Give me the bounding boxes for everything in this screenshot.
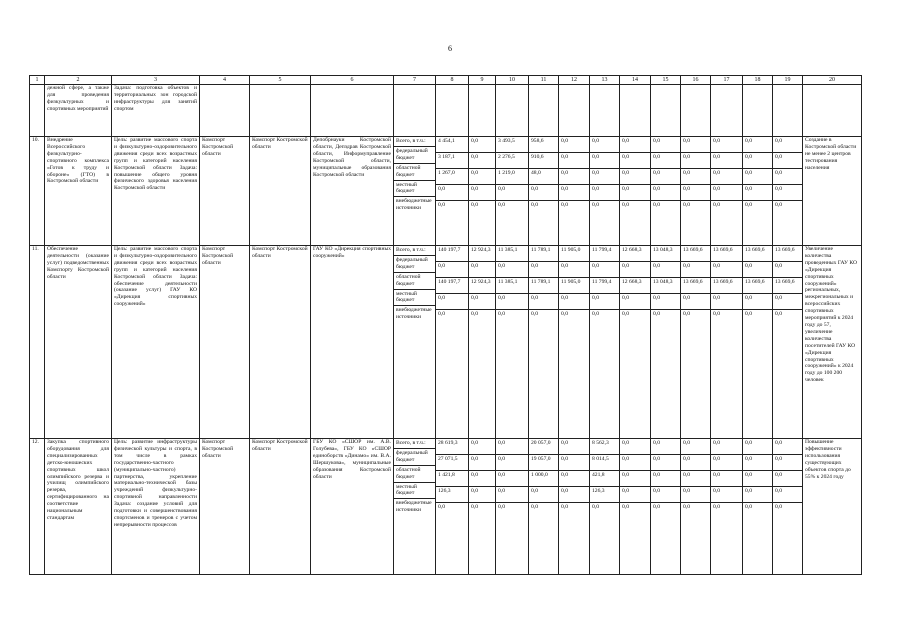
- funding-value-column: [743, 137, 773, 246]
- funding-value: 0,0: [713, 202, 720, 208]
- funding-value-column: [529, 439, 559, 575]
- funding-value: 421,8: [590, 471, 619, 487]
- funding-value: 0,0: [561, 311, 568, 317]
- funding-value-column: [711, 137, 743, 246]
- funding-value: 0,0: [496, 455, 528, 471]
- funding-value-column: [590, 246, 620, 439]
- recipients-cell: ГАУ КО «Дирекция спортивных сооружений»: [311, 246, 394, 439]
- executor-cell: Комспорт Костромской области: [250, 246, 311, 439]
- funding-value: 12 668,3: [620, 246, 650, 262]
- funding-value: 0,0: [681, 471, 710, 487]
- funding-value: 0,0: [438, 202, 445, 208]
- funding-value: 0,0: [743, 262, 772, 278]
- column-number-19: 19: [773, 76, 803, 85]
- funding-value: 1 267,0: [436, 169, 468, 185]
- funding-value: 0,0: [773, 153, 802, 169]
- expected-result-cell: Создание в Костромской области не менее 2 центров тестирования населения: [803, 137, 862, 246]
- funding-value: 0,0: [529, 185, 558, 201]
- funding-value: 0,0: [592, 504, 599, 510]
- funding-source-label: внебюджетные источники: [396, 500, 432, 514]
- funding-value: 0,0: [620, 153, 650, 169]
- funding-value: 0,0: [561, 202, 568, 208]
- funding-value-column: [651, 439, 681, 575]
- column-number-11: 11: [529, 76, 559, 85]
- funding-sources-cell: [394, 246, 436, 439]
- funding-value: 0,0: [743, 455, 772, 471]
- funding-value-column: [773, 246, 803, 439]
- funding-value: 0,0: [559, 262, 589, 278]
- funding-source-label: областной бюджет: [394, 273, 435, 290]
- funding-value: 0,0: [773, 487, 802, 503]
- funding-value: 0,0: [651, 153, 680, 169]
- funding-value: 11 799,4: [590, 246, 619, 262]
- funding-value: 0,0: [681, 262, 710, 278]
- funding-value: 0,0: [651, 455, 680, 471]
- column-number-15: 15: [651, 76, 681, 85]
- funding-source-label: Всего, в т.ч.:: [394, 246, 435, 256]
- funding-value: 19 057,0: [529, 455, 558, 471]
- funding-value: 0,0: [559, 137, 589, 153]
- funding-value: 0,0: [681, 137, 710, 153]
- funding-value-column: [590, 137, 620, 246]
- funding-source-label: областной бюджет: [394, 164, 435, 181]
- funding-value-column: [469, 246, 496, 439]
- funding-value: 0,0: [651, 439, 680, 455]
- funding-value: 0,0: [620, 185, 650, 201]
- funding-value: 0,0: [496, 439, 528, 455]
- funding-value: 0,0: [651, 185, 680, 201]
- funding-value: 0,0: [711, 487, 742, 503]
- funding-value: 0,0: [711, 153, 742, 169]
- funding-value: 0,0: [496, 294, 528, 310]
- coordinator-cell: Комспорт Костромской области: [200, 137, 250, 246]
- funding-value: 0,0: [683, 202, 690, 208]
- funding-value: 0,0: [559, 439, 589, 455]
- funding-value: 0,0: [496, 471, 528, 487]
- funding-value: 13 669,6: [773, 246, 802, 262]
- funding-value: 0,0: [592, 202, 599, 208]
- funding-value: 0,0: [775, 504, 782, 510]
- funding-value-column: [620, 246, 651, 439]
- funding-value: 0,0: [773, 455, 802, 471]
- measure-name-cell: Внедрение Всероссийского физкультурно-спортивного комплекса «Готов к труду и обороне» (ГТО) в Костромской области: [45, 137, 112, 246]
- funding-value: 126,3: [436, 487, 468, 503]
- funding-source-label: федеральный бюджет: [394, 449, 435, 466]
- funding-value: 0,0: [469, 439, 495, 455]
- column-number-7: 7: [394, 76, 436, 85]
- funding-value: 0,0: [496, 185, 528, 201]
- column-number-3: 3: [112, 76, 200, 85]
- funding-value-column: [681, 246, 711, 439]
- funding-value: 28 619,3: [436, 439, 468, 455]
- funding-value: 0,0: [590, 169, 619, 185]
- funding-value: 13 669,6: [711, 278, 742, 294]
- funding-value-column: [681, 137, 711, 246]
- funding-value: 0,0: [651, 487, 680, 503]
- column-number-2: 2: [45, 76, 112, 85]
- funding-value: 0,0: [622, 311, 629, 317]
- funding-value: 0,0: [529, 294, 558, 310]
- cont-goal-cell: Задача: подготовка объектов и территориальных зон городской инфраструктуры для занятий спортом: [112, 85, 200, 137]
- program-row: [30, 246, 862, 439]
- funding-value-column: [529, 137, 559, 246]
- funding-value: 0,0: [743, 137, 772, 153]
- funding-value: 0,0: [651, 471, 680, 487]
- funding-value: 8 562,3: [590, 439, 619, 455]
- funding-value: 0,0: [469, 169, 495, 185]
- column-number-6: 6: [311, 76, 394, 85]
- funding-value: 0,0: [743, 294, 772, 310]
- funding-value: 0,0: [471, 504, 478, 510]
- column-number-20: 20: [803, 76, 862, 85]
- funding-value-column: [773, 137, 803, 246]
- measure-name-cell: Обеспечение деятельности (оказание услуг) подведомственных Комспорту Костромской области: [45, 246, 112, 439]
- funding-value: 0,0: [561, 504, 568, 510]
- funding-value: 0,0: [436, 185, 468, 201]
- funding-value: 0,0: [469, 455, 495, 471]
- funding-value: 0,0: [531, 311, 538, 317]
- column-number-16: 16: [681, 76, 711, 85]
- funding-value: 0,0: [683, 311, 690, 317]
- funding-value: 0,0: [496, 262, 528, 278]
- funding-value: 1 219,0: [496, 169, 528, 185]
- funding-value: 0,0: [590, 153, 619, 169]
- funding-value: 0,0: [620, 439, 650, 455]
- funding-value: 0,0: [559, 153, 589, 169]
- funding-value: 0,0: [681, 294, 710, 310]
- funding-value: 0,0: [745, 504, 752, 510]
- funding-value: 0,0: [743, 439, 772, 455]
- funding-value: 4 454,1: [436, 137, 468, 153]
- funding-value: 0,0: [743, 487, 772, 503]
- funding-value: 0,0: [681, 169, 710, 185]
- funding-value-column: [559, 439, 590, 575]
- funding-value: 12 924,3: [469, 278, 495, 294]
- funding-source-label: областной бюджет: [394, 466, 435, 483]
- funding-value: 0,0: [711, 137, 742, 153]
- funding-value: 0,0: [681, 153, 710, 169]
- funding-value: 11 789,1: [529, 278, 558, 294]
- funding-value: 0,0: [681, 439, 710, 455]
- funding-value: 0,0: [469, 153, 495, 169]
- funding-value: 0,0: [559, 169, 589, 185]
- funding-value: 3 493,5: [496, 137, 528, 153]
- funding-value: 0,0: [681, 487, 710, 503]
- funding-value: 0,0: [711, 439, 742, 455]
- funding-value-column: [681, 439, 711, 575]
- funding-value: 0,0: [681, 185, 710, 201]
- funding-value: 0,0: [775, 311, 782, 317]
- funding-value-column: [436, 137, 469, 246]
- funding-value: 12 668,3: [620, 278, 650, 294]
- funding-source-label: внебюджетные источники: [396, 198, 432, 212]
- funding-value: 0,0: [559, 487, 589, 503]
- funding-value: 0,0: [622, 202, 629, 208]
- funding-value: 0,0: [651, 137, 680, 153]
- column-number-1: 1: [30, 76, 45, 85]
- funding-value: 0,0: [653, 202, 660, 208]
- funding-source-label: местный бюджет: [394, 483, 435, 500]
- funding-value: 0,0: [471, 202, 478, 208]
- funding-value: 0,0: [622, 504, 629, 510]
- funding-value: 140 197,7: [436, 278, 468, 294]
- funding-value: 0,0: [498, 311, 505, 317]
- funding-value: 0,0: [743, 185, 772, 201]
- funding-value: 1 421,8: [436, 471, 468, 487]
- funding-value: 0,0: [590, 262, 619, 278]
- funding-source-label: Всего, в т.ч.:: [394, 137, 435, 147]
- coordinator-cell: Комспорт Костромской области: [200, 439, 250, 575]
- funding-value: 0,0: [620, 137, 650, 153]
- funding-value-column: [743, 246, 773, 439]
- funding-value: 0,0: [620, 294, 650, 310]
- column-number-row: [30, 76, 862, 85]
- column-number-12: 12: [559, 76, 590, 85]
- funding-value: 48,0: [529, 169, 558, 185]
- column-number-5: 5: [250, 76, 311, 85]
- funding-value-column: [436, 246, 469, 439]
- funding-value: 0,0: [531, 202, 538, 208]
- executor-cell: Комспорт Костромской области: [250, 137, 311, 246]
- program-table: [29, 75, 862, 575]
- funding-value: 0,0: [681, 455, 710, 471]
- funding-value: 0,0: [743, 471, 772, 487]
- funding-value: 0,0: [651, 294, 680, 310]
- funding-value: 0,0: [559, 471, 589, 487]
- funding-value: 0,0: [436, 262, 468, 278]
- funding-value-column: [590, 439, 620, 575]
- coordinator-cell: Комспорт Костромской области: [200, 246, 250, 439]
- continuation-row: [30, 85, 862, 137]
- funding-value: 0,0: [711, 471, 742, 487]
- funding-value: 13 669,6: [773, 278, 802, 294]
- funding-source-label: местный бюджет: [394, 181, 435, 198]
- funding-value: 0,0: [469, 137, 495, 153]
- funding-value: 0,0: [713, 504, 720, 510]
- funding-value: 0,0: [620, 471, 650, 487]
- row-number-cell: 10.: [30, 137, 45, 246]
- funding-value: 0,0: [471, 311, 478, 317]
- funding-value: 0,0: [745, 311, 752, 317]
- funding-value: 0,0: [745, 202, 752, 208]
- funding-value: 13 048,3: [651, 246, 680, 262]
- funding-value: 0,0: [620, 262, 650, 278]
- column-number-8: 8: [436, 76, 469, 85]
- funding-source-label: федеральный бюджет: [394, 147, 435, 164]
- funding-source-label: Всего, в т.ч.:: [394, 439, 435, 449]
- funding-value-column: [496, 439, 529, 575]
- funding-value: 11 799,4: [590, 278, 619, 294]
- funding-value: 0,0: [559, 455, 589, 471]
- funding-value: 0,0: [773, 185, 802, 201]
- column-number-4: 4: [200, 76, 250, 85]
- measure-name-cell: Закупка спортивного оборудования для специализированных детско-юношеских спортивных школ олимпийского резерва и училищ олимпийского резерва, сертифицированного на соответствие национальным стандартам: [45, 439, 112, 575]
- row-number-cell: 12.: [30, 439, 45, 575]
- row-number-cell: 11.: [30, 246, 45, 439]
- funding-value: 0,0: [711, 455, 742, 471]
- funding-value: 0,0: [711, 294, 742, 310]
- funding-value-column: [469, 137, 496, 246]
- funding-value: 0,0: [773, 262, 802, 278]
- funding-value: 0,0: [773, 169, 802, 185]
- funding-value: 0,0: [775, 202, 782, 208]
- funding-value-column: [711, 246, 743, 439]
- funding-value: 0,0: [711, 262, 742, 278]
- recipients-cell: ГБУ КО «СШОР им. А.В. Голубева», ГБУ КО «СШОР единоборств «Динамо» им. В.А. Шершукова», муниципальные образования Костромской области: [311, 439, 394, 575]
- funding-value: 13 669,6: [743, 246, 772, 262]
- funding-value-column: [773, 439, 803, 575]
- funding-value: 13 669,6: [743, 278, 772, 294]
- funding-value: 13 669,6: [681, 278, 710, 294]
- funding-value: 13 048,3: [651, 278, 680, 294]
- funding-value: 0,0: [653, 311, 660, 317]
- funding-value-column: [620, 137, 651, 246]
- funding-value: 0,0: [620, 169, 650, 185]
- column-number-17: 17: [711, 76, 743, 85]
- funding-value: 0,0: [438, 504, 445, 510]
- funding-value: 2 276,5: [496, 153, 528, 169]
- funding-value-column: [496, 137, 529, 246]
- column-number-14: 14: [620, 76, 651, 85]
- funding-value: 126,3: [590, 487, 619, 503]
- funding-value-column: [620, 439, 651, 575]
- recipients-cell: Депобрнауки Костромской области, Депздрав Костромской области, Информуправление Костромской области, муниципальные образования Костромской области: [311, 137, 394, 246]
- funding-value: 12 924,3: [469, 246, 495, 262]
- funding-value: 0,0: [590, 185, 619, 201]
- funding-value: 0,0: [592, 311, 599, 317]
- column-number-9: 9: [469, 76, 496, 85]
- funding-value-column: [469, 439, 496, 575]
- funding-value: 0,0: [559, 294, 589, 310]
- funding-value: 0,0: [469, 294, 495, 310]
- funding-value-column: [559, 137, 590, 246]
- funding-value: 0,0: [773, 439, 802, 455]
- expected-result-cell: Увеличение количества проведенных ГАУ КО «Дирекция спортивных сооружений» региональных, межрегиональных и всероссийских спортивных мероприятий к 2024 году до 57, увеличение количества посетителей ГАУ КО «Дирекция спортивных сооружений» к 2024 году до 100 200 человек: [803, 246, 862, 439]
- funding-source-label: внебюджетные источники: [396, 307, 432, 321]
- funding-value: 0,0: [531, 504, 538, 510]
- funding-value: 1 000,0: [529, 471, 558, 487]
- funding-value: 11 905,0: [559, 246, 589, 262]
- goal-task-cell: Цель: развитие массового спорта и физкультурно-оздоровительного движения среди всех возрастных групп и категорий населения Костромской области Задача: повышение общего уровня физического здоровья населения Костромской области: [112, 137, 200, 246]
- funding-value-column: [651, 246, 681, 439]
- funding-value: 0,0: [590, 137, 619, 153]
- funding-value-column: [651, 137, 681, 246]
- program-row: [30, 439, 862, 575]
- funding-value: 0,0: [438, 311, 445, 317]
- funding-value: 8 014,5: [590, 455, 619, 471]
- funding-value: 11 905,0: [559, 278, 589, 294]
- funding-value: 0,0: [773, 294, 802, 310]
- funding-value: 0,0: [651, 262, 680, 278]
- funding-value: 0,0: [498, 202, 505, 208]
- funding-value: 0,0: [743, 169, 772, 185]
- funding-value-column: [711, 439, 743, 575]
- program-row: [30, 137, 862, 246]
- funding-value: 0,0: [469, 487, 495, 503]
- cont-name-cell: дежной сфере, а также для проведения физкультурных и спортивных мероприятий: [45, 85, 112, 137]
- funding-source-label: федеральный бюджет: [394, 256, 435, 273]
- funding-value: 13 669,6: [711, 246, 742, 262]
- funding-value: 0,0: [711, 185, 742, 201]
- funding-value-column: [559, 246, 590, 439]
- funding-value: 0,0: [559, 185, 589, 201]
- column-number-13: 13: [590, 76, 620, 85]
- funding-value: 11 789,1: [529, 246, 558, 262]
- expected-result-cell: Повышение эффективности использования существующих объектов спорта до 55% к 2024 году: [803, 439, 862, 575]
- funding-sources-cell: [394, 137, 436, 246]
- funding-value: 0,0: [620, 487, 650, 503]
- funding-value-column: [496, 246, 529, 439]
- funding-value-column: [436, 439, 469, 575]
- funding-value: 0,0: [590, 294, 619, 310]
- funding-value: 0,0: [683, 504, 690, 510]
- page-number: 6: [448, 44, 452, 53]
- funding-value: 11 385,1: [496, 278, 528, 294]
- funding-value: 11 385,1: [496, 246, 528, 262]
- funding-source-label: местный бюджет: [394, 290, 435, 307]
- funding-value-column: [743, 439, 773, 575]
- funding-value: 0,0: [711, 169, 742, 185]
- funding-value: 0,0: [773, 137, 802, 153]
- funding-value: 0,0: [469, 471, 495, 487]
- funding-value: 0,0: [469, 185, 495, 201]
- funding-value: 0,0: [653, 504, 660, 510]
- funding-value: 3 187,1: [436, 153, 468, 169]
- funding-value: 140 197,7: [436, 246, 468, 262]
- funding-value: 0,0: [773, 471, 802, 487]
- funding-value: 0,0: [529, 262, 558, 278]
- executor-cell: Комспорт Костромской области: [250, 439, 311, 575]
- goal-task-cell: Цель: развитие массового спорта и физкультурно-оздоровительного движения среди всех возрастных групп и категорий населения Костромской области Задача: обеспечение деятельности (оказание услуг) ГАУ КО «Дирекция спортивных сооружений»: [112, 246, 200, 439]
- funding-value: 0,0: [496, 487, 528, 503]
- funding-value: 0,0: [436, 294, 468, 310]
- column-number-10: 10: [496, 76, 529, 85]
- funding-value: 0,0: [469, 262, 495, 278]
- goal-task-cell: Цель: развитие инфраструктуры физической культуры и спорта, в том числе в рамках государственно-частного (муниципально-частного) партнерства, укрепление материально-технической базы учреждений физкультурно-спортивной направленности Задача: создание условий для подготовки и совершенствования спортсменов и тренеров с учетом непрерывности процессов: [112, 439, 200, 575]
- funding-value: 0,0: [620, 455, 650, 471]
- funding-value: 20 057,0: [529, 439, 558, 455]
- funding-value: 958,6: [529, 137, 558, 153]
- funding-value-column: [529, 246, 559, 439]
- funding-sources-cell: [394, 439, 436, 575]
- funding-value: 910,6: [529, 153, 558, 169]
- funding-value: 0,0: [713, 311, 720, 317]
- funding-value: 0,0: [743, 153, 772, 169]
- funding-value: 13 669,6: [681, 246, 710, 262]
- funding-value: 0,0: [529, 487, 558, 503]
- funding-value: 27 071,5: [436, 455, 468, 471]
- funding-value: 0,0: [651, 169, 680, 185]
- funding-value: 0,0: [498, 504, 505, 510]
- column-number-18: 18: [743, 76, 773, 85]
